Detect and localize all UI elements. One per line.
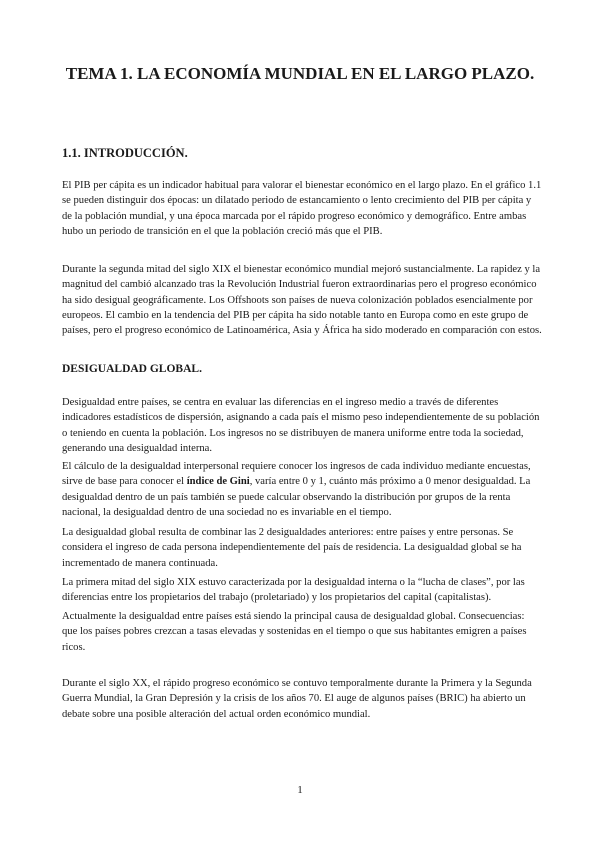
intro-paragraph-2: Durante la segunda mitad del siglo XIX el bienestar económico mundial mejoró sustancialmente. La rapidez y la magnitud del cambió alcanzado tras la Revolución Industrial fueron extraordinarias pero el progreso económico ha sido desigual geográficamente. Los Offshoots son países de nueva colonización poblados esencialmente por europeos. El cambio en la tendencia del PIB per cápita ha sido notable tanto en Europa como en este grupo de países, pero el progreso económico de Latinoamérica, Asia y África ha sido moderado en comparación con estos.: [62, 264, 542, 337]
closing-paragraph: Durante el siglo XX, el rápido progreso económico se contuvo temporalmente durante la Primera y la Segunda Guerra Mundial, la Gran Depresión y la crisis de los años 70. El auge de algunos países (BRIC) ha abierto un debate sobre una posible alteración del actual orden económico mundial.: [62, 678, 532, 720]
section-heading: 1.1. INTRODUCCIÓN.: [62, 146, 188, 160]
inequality-paragraph-2-start: El cálculo de la desigualdad interpersonal requiere conocer los ingresos de cada individuo mediante encuestas, sirve de base para conocer el: [62, 461, 531, 488]
inequality-paragraph-5: Actualmente la desigualdad entre países está siendo la principal causa de desigualdad global. Consecuencias: que los países pobres crezcan a tasas elevadas y sostenidas en el tiempo o que sus habitantes emigren a países ricos.: [62, 611, 527, 653]
inequality-paragraph-3: La desigualdad global resulta de combinar las 2 desigualdades anteriores: entre países y entre personas. Se considera el ingreso de cada persona independientemente del país de residencia. La desigualdad global se ha incrementado de manera continuada.: [62, 527, 522, 569]
intro-paragraph-1: El PIB per cápita es un indicador habitual para valorar el bienestar económico en el largo plazo. En el gráfico 1.1 se pueden distinguir dos épocas: un dilatado periodo de estancamiento o lento crecimiento del PIB per cápita y de la población mundial, y una época marcada por el rápido progreso económico y demográfico. Entre ambas hubo un periodo de transición en el que la población creció más que el PIB.: [62, 180, 542, 237]
subheading-global-inequality: DESIGUALDAD GLOBAL.: [62, 363, 202, 375]
inequality-paragraph-1: Desigualdad entre países, se centra en evaluar las diferencias en el ingreso medio a través de diferentes indicadores estadísticos de dispersión, asignando a cada país el mismo peso independientemente de su población o teniendo en cuenta la población. Los ingresos no se distribuyen de manera uniforme entre toda la sociedad, generando una desigualdad interna.: [62, 397, 540, 454]
page-title: TEMA 1. LA ECONOMÍA MUNDIAL EN EL LARGO PLAZO.: [65, 64, 535, 83]
inequality-paragraph-4: La primera mitad del siglo XIX estuvo caracterizada por la desigualdad interna o la “lucha de clases”, por las diferencias entre los propietarios del trabajo (proletariado) y los propietarios del capital (capitalistas).: [62, 577, 525, 604]
inequality-paragraph-2: [62, 459, 542, 520]
page-number: 1: [297, 784, 303, 796]
gini-index-term: índice de Gini: [186, 476, 250, 488]
inequality-paragraph-2-end: , varía entre 0 y 1, cuánto más próximo a 0 menor desigualdad. La desigualdad dentro de un país también se puede calcular observando la distribución por grupos de la renta nacional, la desigualdad dentro de una sociedad no es invariable en el tiempo.: [62, 476, 531, 518]
